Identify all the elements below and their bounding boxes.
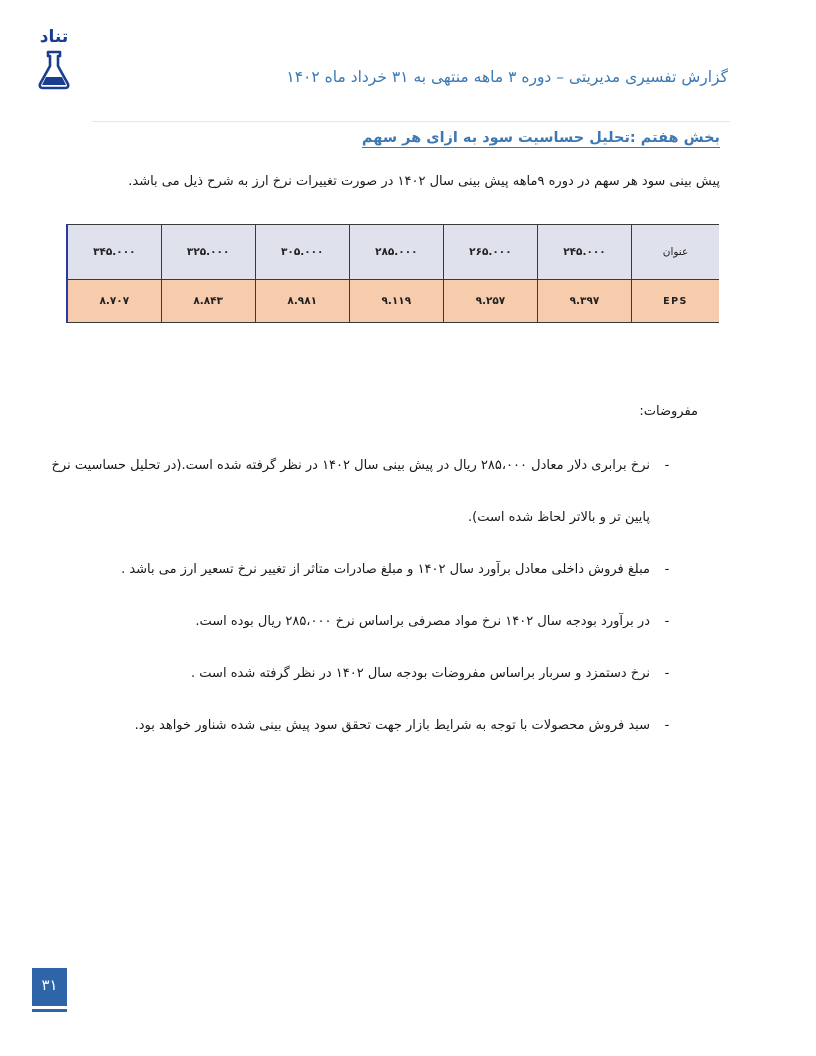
- section-intro: پیش بینی سود هر سهم در دوره ۹ماهه پیش بینی سال ۱۴۰۲ در صورت تغییرات نرخ ارز به شرح ذیل می باشد.: [128, 174, 720, 189]
- table-eps-row: [67, 280, 719, 323]
- page-number-underline: [32, 1009, 67, 1012]
- assumption-item: نرخ دستمزد و سربار براساس مفروضات بودجه سال ۱۴۰۲ در نظر گرفته شده است .: [191, 666, 650, 681]
- rate-cell: ۳۲۵.۰۰۰: [161, 225, 255, 280]
- section-title: بخش هفتم :تحلیل حساسیت سود به ازای هر سهم: [361, 130, 720, 146]
- flask-logo-icon: [37, 50, 71, 90]
- bullet-dash: -: [664, 666, 670, 681]
- eps-cell: ۸.۹۸۱: [255, 280, 349, 323]
- rate-cell: ۲۸۵.۰۰۰: [349, 225, 443, 280]
- rate-cell: ۲۴۵.۰۰۰: [537, 225, 631, 280]
- table-header-row: [67, 225, 719, 280]
- assumption-item: در برآورد بودجه سال ۱۴۰۲ نرخ مواد مصرفی براساس نرخ ۲۸۵،۰۰۰ ریال بوده است.: [195, 614, 650, 629]
- assumption-item: مبلغ فروش داخلی معادل برآورد سال ۱۴۰۲ و مبلغ صادرات متاثر از تغییر نرخ تسعیر ارز می باشد .: [121, 562, 650, 577]
- assumption-item: نرخ برابری دلار معادل ۲۸۵،۰۰۰ ریال در پیش بینی سال ۱۴۰۲ در نظر گرفته شده است.(در تحلیل حساسیت نرخ: [51, 458, 650, 473]
- eps-cell: ۹.۲۵۷: [443, 280, 537, 323]
- eps-cell: ۹.۱۱۹: [349, 280, 443, 323]
- assumption-item: سبد فروش محصولات با توجه به شرایط بازار جهت تحقق سود پیش بینی شده شناور خواهد بود.: [134, 718, 650, 733]
- eps-cell: ۸.۷۰۷: [67, 280, 161, 323]
- company-logo: [34, 28, 74, 90]
- eps-sensitivity-table: [66, 224, 719, 323]
- eps-label-cell: EPS: [632, 280, 720, 323]
- header-divider: [92, 121, 730, 122]
- page-number: ۳۱: [32, 968, 67, 1006]
- bullet-dash: -: [664, 614, 670, 629]
- eps-cell: ۹.۳۹۷: [537, 280, 631, 323]
- bullet-dash: -: [664, 458, 670, 473]
- header-label-cell: عنوان: [632, 225, 720, 280]
- rate-cell: ۲۶۵.۰۰۰: [443, 225, 537, 280]
- eps-cell: ۸.۸۴۳: [161, 280, 255, 323]
- report-header-title: گزارش تفسیری مدیریتی – دوره ۳ ماهه منتهی به ۳۱ خرداد ماه ۱۴۰۲: [286, 68, 728, 86]
- rate-cell: ۳۴۵.۰۰۰: [67, 225, 161, 280]
- bullet-dash: -: [664, 562, 670, 577]
- assumptions-heading: مفروضات:: [639, 404, 698, 419]
- assumption-item-continued: پایین تر و بالاتر لحاظ شده است).: [468, 510, 650, 525]
- bullet-dash: -: [664, 718, 670, 733]
- logo-wordmark: تناد: [39, 27, 69, 47]
- rate-cell: ۳۰۵.۰۰۰: [255, 225, 349, 280]
